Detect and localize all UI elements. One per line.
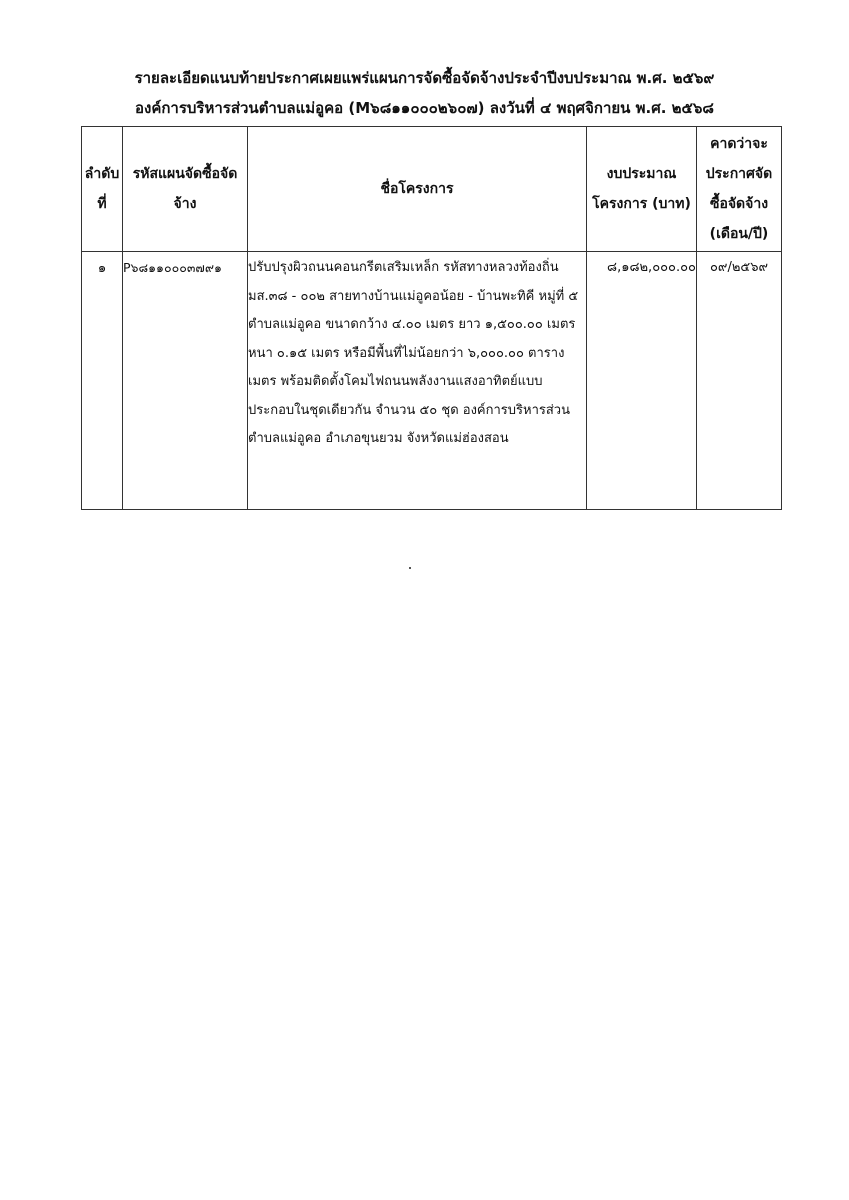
column-header-plan-code: รหัสแผนจัดซื้อจัดจ้าง	[123, 127, 248, 252]
document-title-line-1: รายละเอียดแนบท้ายประกาศเผยแพร่แผนการจัดซื้อจัดจ้างประจำปีงบประมาณ พ.ศ. ๒๕๖๙	[134, 69, 715, 87]
column-header-budget: งบประมาณโครงการ (บาท)	[587, 127, 697, 252]
column-header-seq: ลำดับที่	[82, 127, 123, 252]
stray-mark	[409, 567, 411, 569]
document-title-line-2: องค์การบริหารส่วนตำบลแม่อูคอ (M๖๘๑๑๐๐๐๒๖๐๗) ลงวันที่ ๔ พฤศจิกายน พ.ศ. ๒๕๖๘	[134, 99, 714, 117]
cell-expected-month: ๐๙/๒๕๖๙	[697, 252, 782, 510]
column-header-project-name: ชื่อโครงการ	[248, 127, 587, 252]
column-header-expected-month: คาดว่าจะประกาศจัดซื้อจัดจ้าง (เดือน/ปี)	[697, 127, 782, 252]
procurement-plan-table	[81, 126, 782, 510]
cell-seq: ๑	[82, 252, 123, 510]
table-header-row	[82, 127, 782, 252]
table-row	[82, 252, 782, 510]
cell-budget: ๘,๑๘๒,๐๐๐.๐๐	[587, 252, 697, 510]
cell-project-name: ปรับปรุงผิวถนนคอนกรีตเสริมเหล็ก รหัสทางหลวงท้องถิ่น มส.๓๘ - ๐๐๒ สายทางบ้านแม่อูคอน้อย - บ้านพะทิคี หมู่ที่ ๕ ตำบลแม่อูคอ ขนาดกว้าง ๔.๐๐ เมตร ยาว ๑,๕๐๐.๐๐ เมตร หนา ๐.๑๕ เมตร หรือมีพื้นที่ไม่น้อยกว่า ๖,๐๐๐.๐๐ ตารางเมตร พร้อมติดตั้งโคมไฟถนนพลังงานแสงอาทิตย์แบบประกอบในชุดเดียวกัน จำนวน ๕๐ ชุด องค์การบริหารส่วนตำบลแม่อูคอ อำเภอขุนยวม จังหวัดแม่ฮ่องสอน	[248, 252, 587, 510]
cell-plan-code: P๖๘๑๑๐๐๐๓๗๙๑	[123, 252, 248, 510]
